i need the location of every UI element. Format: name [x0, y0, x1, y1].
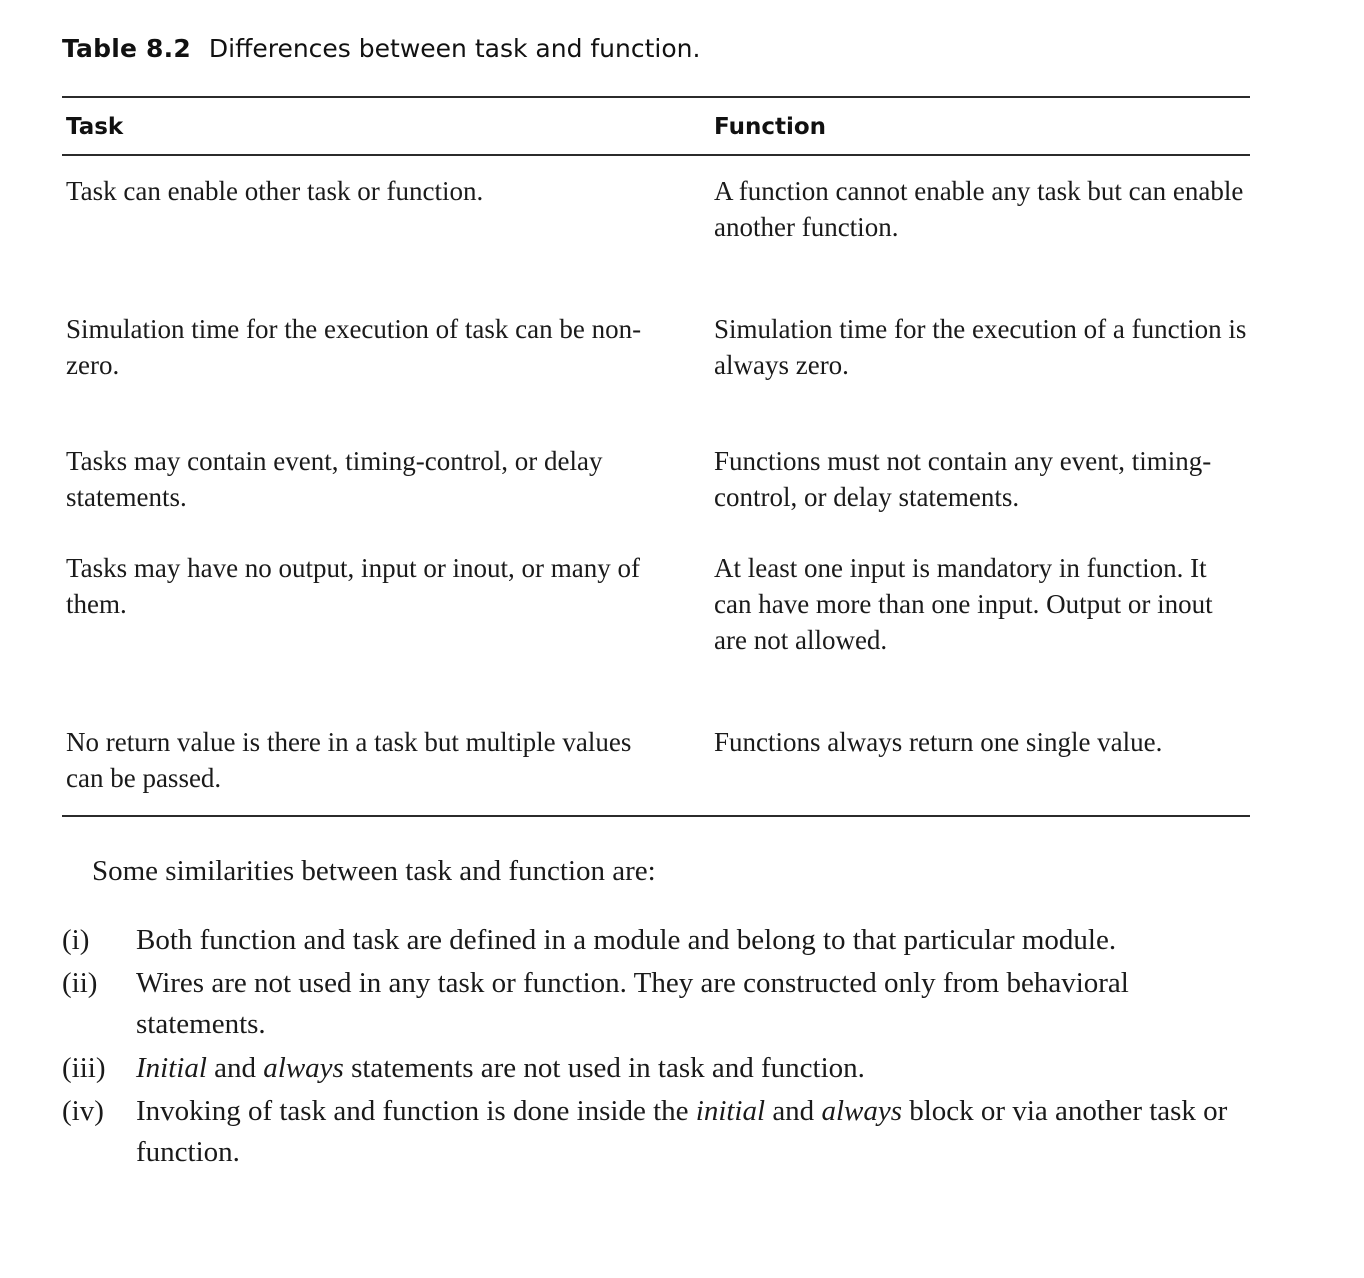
- cell-function: Simulation time for the execution of a function is always zero.: [714, 313, 1247, 380]
- list-item-text: Wires are not used in any task or function. They are constructed only from behavioral statements.: [136, 967, 1129, 1041]
- similarities-list: [62, 920, 1262, 1175]
- cell-task: Tasks may have no output, input or inout, or many of them.: [66, 553, 641, 620]
- differences-table: [62, 96, 1250, 817]
- table-row: [62, 294, 1250, 432]
- table-row: [62, 155, 1250, 294]
- table-caption: [62, 34, 1262, 64]
- list-item-marker: (i): [62, 924, 90, 956]
- list-item-text: Initial and always statements are not used in task and function.: [136, 1051, 865, 1084]
- column-header-task: Task: [66, 114, 124, 140]
- table-row: [62, 432, 1250, 534]
- table-header-row: [62, 97, 1250, 155]
- cell-function: At least one input is mandatory in function. It can have more than one input. Output or inout are not allowed.: [714, 553, 1213, 656]
- column-header-function: Function: [714, 114, 827, 140]
- table-caption-text: Differences between task and function.: [208, 34, 701, 63]
- cell-task: Simulation time for the execution of task can be non-zero.: [66, 313, 642, 380]
- cell-task: Task can enable other task or function.: [66, 176, 484, 206]
- cell-task: Tasks may contain event, timing-control, or delay statements.: [66, 445, 603, 512]
- table-row: [62, 533, 1250, 707]
- cell-function: Functions must not contain any event, timing-control, or delay statements.: [714, 445, 1212, 512]
- similarities-intro: Some similarities between task and function are:: [92, 855, 656, 887]
- list-item: [62, 1048, 1262, 1089]
- list-item-marker: (ii): [62, 967, 98, 1000]
- list-item-text: Both function and task are defined in a module and belong to that particular module.: [136, 924, 1117, 956]
- table-container: [62, 96, 1250, 817]
- cell-function: Functions always return one single value.: [714, 727, 1163, 758]
- table-row: [62, 707, 1250, 816]
- cell-function: A function cannot enable any task but can enable another function.: [714, 176, 1244, 242]
- list-item-marker: (iv): [62, 1094, 104, 1127]
- list-item: [62, 920, 1262, 961]
- table-caption-label: Table 8.2: [62, 34, 191, 63]
- list-item-text: Invoking of task and function is done inside the initial and always block or via another task or function.: [136, 1094, 1228, 1168]
- table-body: [62, 155, 1250, 816]
- cell-task: No return value is there in a task but multiple values can be passed.: [66, 727, 632, 794]
- list-item: [62, 1091, 1262, 1173]
- list-item: [62, 963, 1262, 1045]
- table-head: [62, 97, 1250, 155]
- list-item-marker: (iii): [62, 1051, 106, 1084]
